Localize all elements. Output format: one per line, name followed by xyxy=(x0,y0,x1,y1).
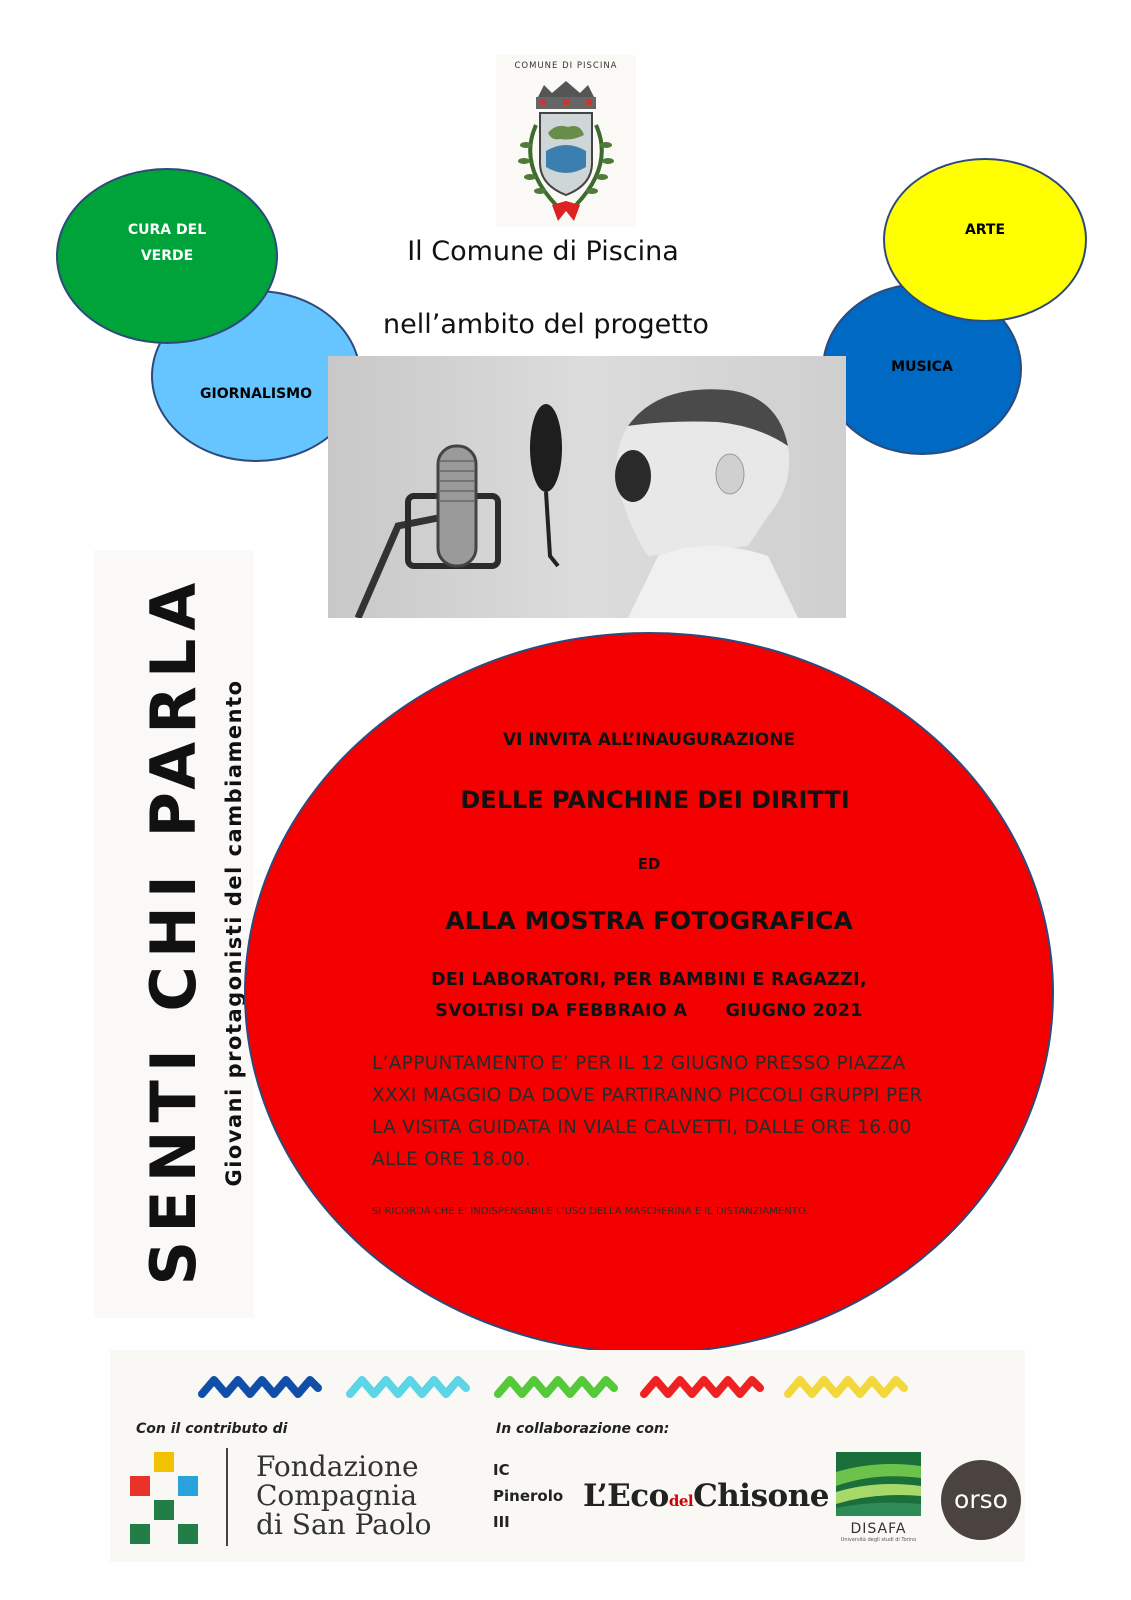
invite-line-2: DELLE PANCHINE DEI DIRITTI xyxy=(460,786,850,814)
crest-emblem-icon xyxy=(496,55,636,227)
comune-crest xyxy=(496,55,636,227)
ic-line-1: IC xyxy=(493,1461,510,1479)
fondazione-name xyxy=(256,1452,432,1539)
banner-title: SENTI CHI PARLA xyxy=(137,574,210,1286)
contrib-label: Con il contributo di xyxy=(136,1421,288,1437)
bubble-giornalismo-label: GIORNALISMO xyxy=(200,386,312,402)
fondazione-line-1: Fondazione xyxy=(256,1450,419,1483)
fondazione-line-3: di San Paolo xyxy=(256,1508,432,1541)
eco-del-chisone-logo xyxy=(583,1478,829,1514)
eco-mid: del xyxy=(668,1492,694,1510)
invite-line-6: SVOLTISI DA FEBBRAIO A GIUGNO 2021 xyxy=(435,1001,863,1021)
eco-left: L’Eco xyxy=(583,1478,669,1514)
bubble-cura-verde-line-1: CURA DEL xyxy=(127,222,207,238)
bubble-musica-label: MUSICA xyxy=(891,359,953,375)
fondazione-line-2: Compagnia xyxy=(256,1479,418,1512)
invite-line-4: ALLA MOSTRA FOTOGRAFICA xyxy=(445,906,853,935)
invite-line-1: VI INVITA ALL’INAUGURAZIONE xyxy=(502,730,796,750)
disafa-name: DISAFA xyxy=(850,1521,907,1537)
bubble-cura-verde-line-2: VERDE xyxy=(140,248,194,264)
invite-paragraph-line-2: XXXI MAGGIO DA DOVE PARTIRANNO PICCOLI GRUPPI PER xyxy=(372,1085,923,1106)
invitation-circle xyxy=(244,632,1054,1354)
invite-paragraph-line-4: ALLE ORE 18.00. xyxy=(372,1149,532,1170)
bubble-arte xyxy=(883,158,1087,322)
invite-note: SI RICORDA CHE E’ INDISPENSABILE L’USO DELLA MASCHERINA E IL DISTANZIAMENTO. xyxy=(372,1206,809,1217)
disafa-logo xyxy=(836,1452,921,1547)
fondazione-divider xyxy=(226,1448,228,1546)
intro-line-1: Il Comune di Piscina xyxy=(407,236,679,267)
photo-boy-microphone xyxy=(328,356,846,618)
intro-line-2: nell’ambito del progetto xyxy=(383,309,709,340)
disafa-fields-icon xyxy=(836,1452,921,1516)
ic-line-2: Pinerolo xyxy=(493,1487,564,1505)
banner-subtitle: Giovani protagonisti del cambiamento xyxy=(222,679,246,1187)
bubble-arte-label: ARTE xyxy=(964,222,1006,238)
eco-right: Chisone xyxy=(693,1478,829,1514)
side-banner xyxy=(94,550,254,1318)
invite-line-3: ED xyxy=(637,855,661,873)
zigzag-decoration-icon xyxy=(198,1372,918,1402)
disafa-sub: Università degli studi di Torino xyxy=(840,1537,917,1543)
invite-line-5: DEI LABORATORI, PER BAMBINI E RAGAZZI, xyxy=(431,970,867,990)
invite-paragraph-line-3: LA VISITA GUIDATA IN VIALE CALVETTI, DALLE ORE 16.00 xyxy=(372,1117,912,1138)
ic-pinerolo xyxy=(493,1457,563,1535)
bubble-cura-verde xyxy=(56,168,278,344)
collab-label: In collaborazione con: xyxy=(496,1421,670,1437)
crest-label: COMUNE DI PISCINA xyxy=(514,61,618,71)
orso-logo: orso xyxy=(941,1460,1021,1540)
invite-paragraph-line-1: L’APPUNTAMENTO E’ PER IL 12 GIUGNO PRESSO PIAZZA xyxy=(372,1053,906,1074)
ic-line-3: III xyxy=(493,1513,510,1531)
fondazione-logo-icon xyxy=(130,1452,200,1544)
